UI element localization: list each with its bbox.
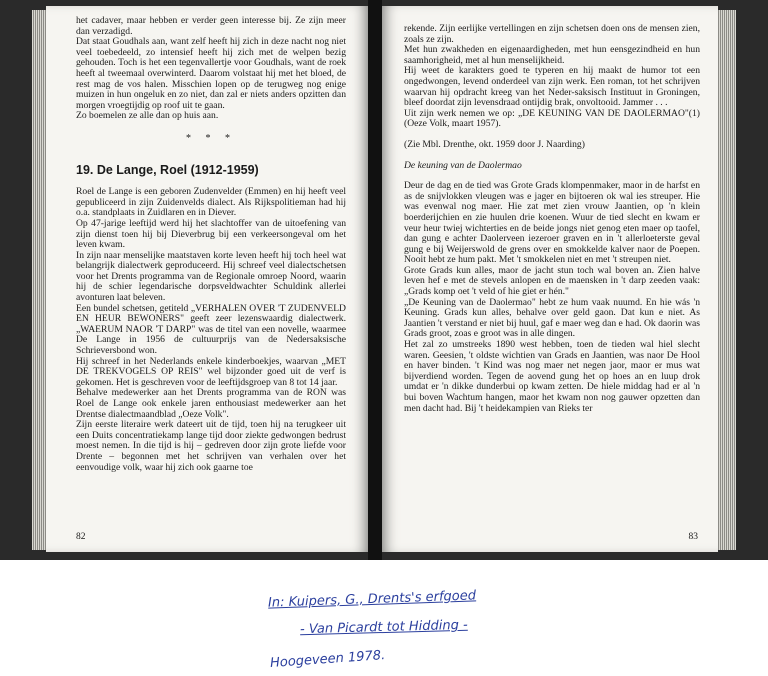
handwritten-citation: In: Kuipers, G., Drents's erfgoed	[267, 588, 477, 611]
source-note: (Zie Mbl. Drenthe, okt. 1959 door J. Naarding)	[404, 138, 585, 150]
paragraph: Het zal zo umstreeks 1890 west hebben, toen de tieden wal hiel slecht waren. Geesien, 't oldste wichtien van Grads en Jaantien, was naor De Hool en haver binden. 't Kind was nog maer net negen jaor, maor er mus wat bijverdiend worden. Tegen de aovend gung het op hoes an en luup drok umdat er 'n dikke dunderbui op kwam zetten. De hiele middag had er al 'n bui boven Wachtum hangen, maor het kwam non nog gauwer opzetten dan men dacht had. Bij 't heidekampien van Rieks ter	[404, 339, 700, 414]
right-page-edges	[718, 10, 736, 550]
paragraph: Roel de Lange is een geboren Zudenvelder (Emmen) en hij heeft veel gepubliceerd in zijn Zuidenvelds dialect. Als Rijkspolitieman had hij o.a. standplaats in Zuidlaren en in Diever.	[76, 186, 346, 219]
story-title: De keuning van de Daolermao	[404, 159, 522, 171]
paragraph: het cadaver, maar hebben er verder geen interesse bij. Ze zijn meer dan verzadigd.	[76, 15, 346, 37]
page-number: 82	[76, 532, 86, 542]
section-heading: 19. De Lange, Roel (1912-1959)	[76, 162, 259, 177]
paragraph: Grote Grads kun alles, maor de jacht stun toch wal boven an. Zien halve leven hef e met de stevels anlopen en de maensken in 't darp zeeden vaak: „Grads komp oet 't veld of hie giet er hén."	[404, 264, 700, 298]
handwritten-place-year: Hoogeveen 1978.	[269, 647, 386, 672]
paragraph: Met hun zwakheden en eigenaardigheden, met hun eensgezindheid en hun saamhorigheid, met al hun menselijkheid.	[404, 44, 700, 66]
handwritten-subtitle: - Van Picardt tot Hidding -	[299, 617, 468, 638]
right-page	[382, 6, 718, 552]
left-page	[46, 6, 368, 552]
paragraph: Dat staat Goudhals aan, want zelf heeft hij zich in deze nacht nog niet veel toebedeeld, zo intensief heeft hij zich met de welpen bezig gehouden. Toch is het een tegenvallertje voor Goudhals, want de roek heeft al tweemaal overwinterd. Daarom volstaat hij met het bloed, de rest mag de vos halen. Misschien lopen op de terugweg nog enige muizen in hun ongeluk en zo niet, dan zal er niets anders opzitten dan morgen vroegtijdig op roof uit te gaan.	[76, 36, 346, 111]
paragraph: Hij schreef in het Nederlands enkele kinderboekjes, waarvan „MET DE TREKVOGELS OP REIS" wel bijzonder goed uit de verf is gekomen. Het is geschreven voor de leeftijdsgroep van 8 tot 14 jaar.	[76, 355, 346, 388]
paragraph: Een bundel schetsen, getiteld „VERHALEN OVER 'T ZUDENVELD EN HEUR BEWONERS" geeft zeer lezenswaardig dialectwerk. „WAERUM NAOR 'T DARP" was de titel van een novelle, waarmee De Lange in 1956 de cultuurprijs van de Nedersaksische Schrieversbond won.	[76, 302, 346, 357]
paragraph: Op 47-jarige leeftijd werd hij het slachtoffer van de uitoefening van zijn dienst toen hij bij Dieverbrug bij een verkeersongeval om het leven kwam.	[76, 217, 346, 251]
paragraph: Behalve medewerker aan het Drents programma van de RON was Roel de Lange ook enkele jaren enthousiast medewerker aan het Drentse dialectmaandblad „Oeze Volk".	[76, 387, 346, 420]
left-page-text	[76, 16, 346, 473]
paragraph: Deur de dag en de tied was Grote Grads klompenmaker, maor in de harfst en as de snijvlokken vleugen was e jager en bijtoeren ok wal ies streuper. Hie was evenwal nog maer. Hie zat met zien vrouw Jaantien, op 'n klein boerderijchien en zie huulen drie koenen. Wuur de tied slecht en kwam er veur heur twiej wichterties en de beide jongs niet genog eten maer op taofel, dan gung e achter Daolerveen iezeroer graven en in 't allerloeterste geval gung e bij Weijerswold de grens over en smokkelde kalver naor de Poepen. Nooit hebt ze hum pakt. Met 't smokkelen niet en met 't streupen niet.	[404, 180, 700, 266]
paragraph: rekende. Zijn eerlijke vertellingen en zijn schetsen doen ons de mensen zien, zoals ze zijn.	[404, 23, 700, 45]
paragraph: In zijn naar menselijke maatstaven korte leven heeft hij toch heel wat belangrijk dialectwerk geproduceerd. Hij schreef veel dialectschetsen voor het Drents programma van de Regionale omroep Noord, waarin hij de schier legendarische dorpsveldwachter Schuldink allerlei avonturen laat beleven.	[76, 249, 346, 304]
paragraph: Uit zijn werk nemen we op: „DE KEUNING VAN DE DAOLERMAO"(1) (Oeze Volk, maart 1957).	[404, 107, 700, 130]
paragraph: Hij weet de karakters goed te typeren en hij maakt de humor tot een ongedwongen, levend onderdeel van zijn werk. Een roman, tot het schrijven waarvan hij opdracht kreeg van het Neder-saksisch Instituut in Groningen, bleef doordat zijn levensdraad ontijdig brak, onvoltooid. Jammer . . .	[404, 65, 700, 109]
section-separator: * * *	[186, 132, 236, 144]
paragraph: Zijn eerste literaire werk dateert uit de tijd, toen hij na terugkeer uit een Duits concentratiekamp lange tijd door ziekte gedwongen bedrust moest nemen. In die tijd is hij – gedreven door zijn grote liefde voor Drente – begonnen met het schrijven van verhalen over het eenvoudige volk, waar hij zich ook gaarne toe	[76, 419, 346, 473]
paragraph: Zo boemelen ze alle dan op huis aan.	[76, 110, 219, 122]
paragraph: „De Keuning van de Daolermao" hebt ze hum vaak nuumd. En hie wás 'n Keuning. Grads kun alles, behalve over geld gaon. Dat kun e niet. As Jaantien 't verstand er niet bij huul, gaf e maer weg dan e had. Ok daorin was Grads groot, zoas e groot was in alle dingen.	[404, 296, 700, 340]
left-page-edges	[32, 10, 46, 550]
right-page-text	[404, 24, 700, 414]
handwritten-note-area	[150, 560, 630, 676]
book-gutter	[368, 0, 382, 560]
page-number: 83	[688, 532, 698, 542]
